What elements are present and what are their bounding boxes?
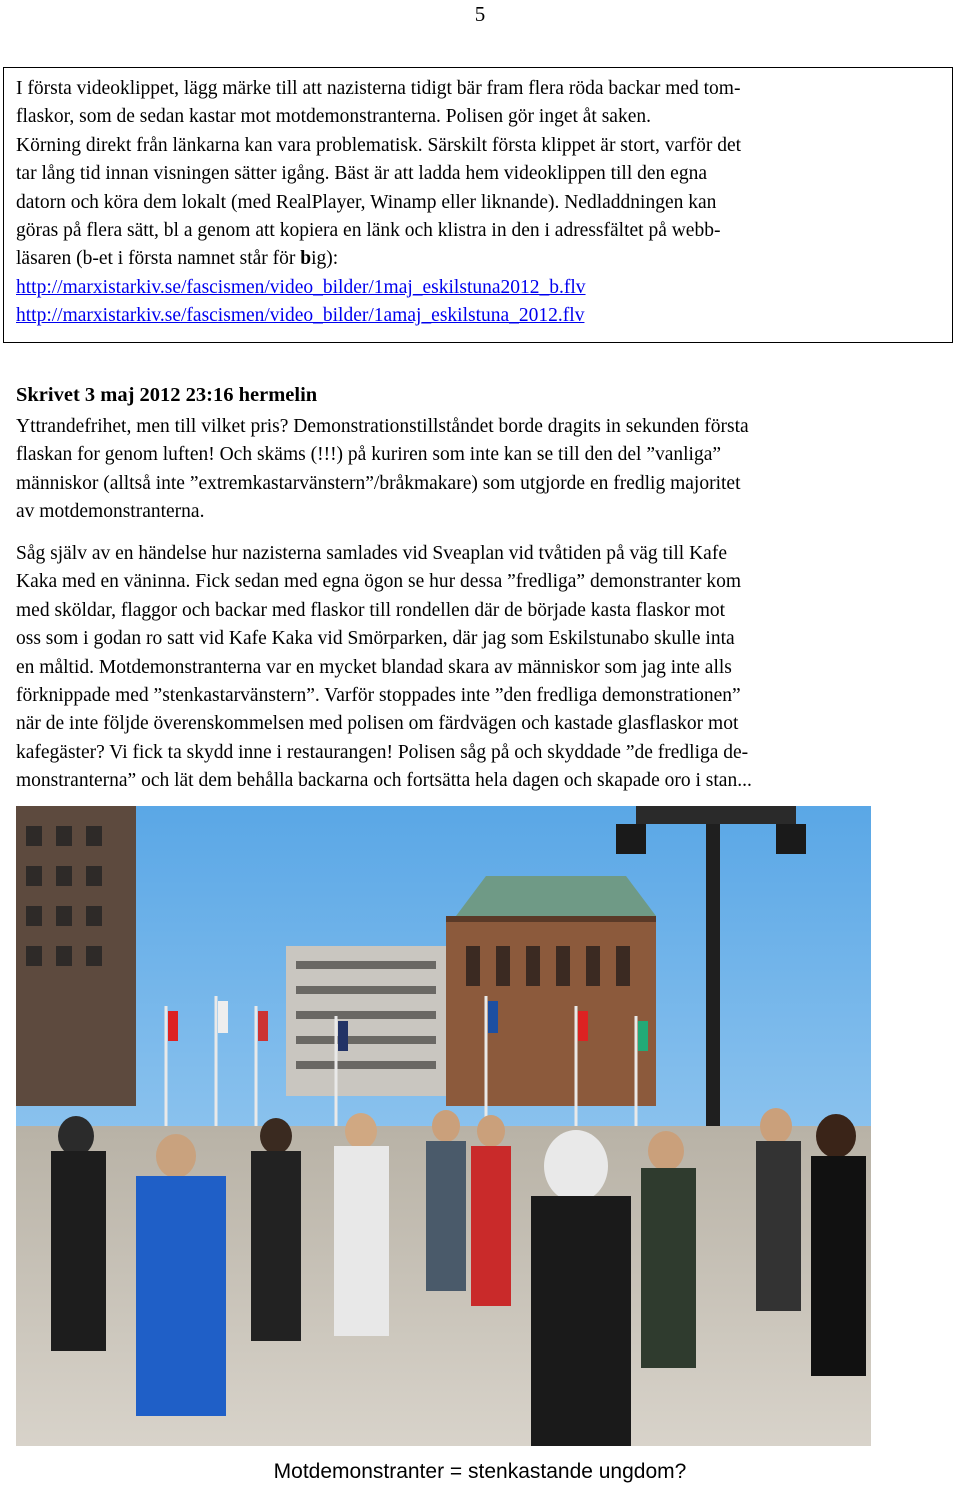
box-paragraph-2 [16, 132, 940, 331]
box-line: tar lång tid innan visningen sätter igång. Bäst är att ladda hem videoklippen till den egna [16, 163, 707, 185]
text-line: människor (alltså inte ”extremkastarvänstern”/bråkmakare) som utgjorde en fredlig majoritet [16, 472, 741, 494]
box-line: Körning direkt från länkarna kan vara problematisk. Särskilt första klippet är stort, varför det [16, 134, 742, 156]
square-crowd-photo [16, 806, 871, 1446]
box-line: flaskor, som de sedan kastar mot motdemonstranterna. Polisen gör inget åt saken. [16, 106, 651, 128]
info-box [3, 67, 953, 343]
text-line: monstranterna” och lät dem behålla backarna och fortsätta hela dagen och skapade oro i stan... [16, 770, 752, 792]
box-text: ig): [311, 248, 339, 270]
comment-paragraph-2 [16, 540, 946, 796]
photo-caption: Motdemonstranter = stenkastande ungdom? [273, 1460, 687, 1483]
box-line [16, 245, 940, 273]
photo-illustration [16, 806, 871, 1446]
box-line: datorn och köra dem lokalt (med RealPlayer, Winamp eller liknande). Nedladdningen kan [16, 191, 717, 213]
post-heading: Skrivet 3 maj 2012 23:16 hermelin [16, 384, 318, 406]
bold-letter: b [300, 248, 312, 270]
text-line: Yttrandefrihet, men till vilket pris? Demonstrationstillståndet borde dragits in sekunden första [16, 416, 749, 437]
text-line: Såg själv av en händelse hur nazisterna samlades vid Sveaplan vid tvåtiden på väg till Kafe [16, 543, 727, 564]
text-line: kafegäster? Vi fick ta skydd inne i restaurangen! Polisen såg på och skyddade ”de fredliga de- [16, 741, 749, 763]
text-line: förknippade med ”stenkastarvänstern”. Varför stoppades inte ”den fredliga demonstrationen” [16, 685, 741, 707]
text-line: Kaka med en väninna. Fick sedan med egna ögon se hur dessa ”fredliga” demonstranter kom [16, 571, 742, 593]
text-line: med sköldar, flaggor och backar med flaskor till rondellen där de började kasta flaskor mot [16, 599, 726, 621]
box-paragraph-1 [16, 75, 940, 132]
text-line: oss som i godan ro satt vid Kafe Kaka vid Smörparken, där jag som Eskilstunabo skulle inta [16, 628, 735, 650]
text-line: flaskan for genom luften! Och skäms (!!!) på kuriren som inte kan se till den del ”vanliga” [16, 444, 722, 466]
comment-paragraph-1 [16, 413, 946, 527]
box-line: I första videoklippet, lägg märke till att nazisterna tidigt bär fram flera röda backar med tom- [16, 78, 741, 99]
box-line: göras på flera sätt, bl a genom att kopiera en länk och klistra in den i adressfältet på webb- [16, 220, 721, 242]
video-link-1[interactable]: http://marxistarkiv.se/fascismen/video_bilder/1maj_eskilstuna2012_b.flv [16, 276, 586, 298]
text-line: av motdemonstranterna. [16, 501, 205, 523]
page-number: 5 [474, 2, 486, 26]
video-link-2[interactable]: http://marxistarkiv.se/fascismen/video_bilder/1amaj_eskilstuna_2012.flv [16, 305, 585, 327]
box-text: läsaren (b-et i första namnet står för [16, 248, 301, 270]
text-line: när de inte följde överenskommelsen med polisen om färdvägen och kastade glasflaskor mot [16, 713, 739, 735]
text-line: en måltid. Motdemonstranterna var en mycket blandad skara av människor som jag inte alls [16, 656, 732, 678]
